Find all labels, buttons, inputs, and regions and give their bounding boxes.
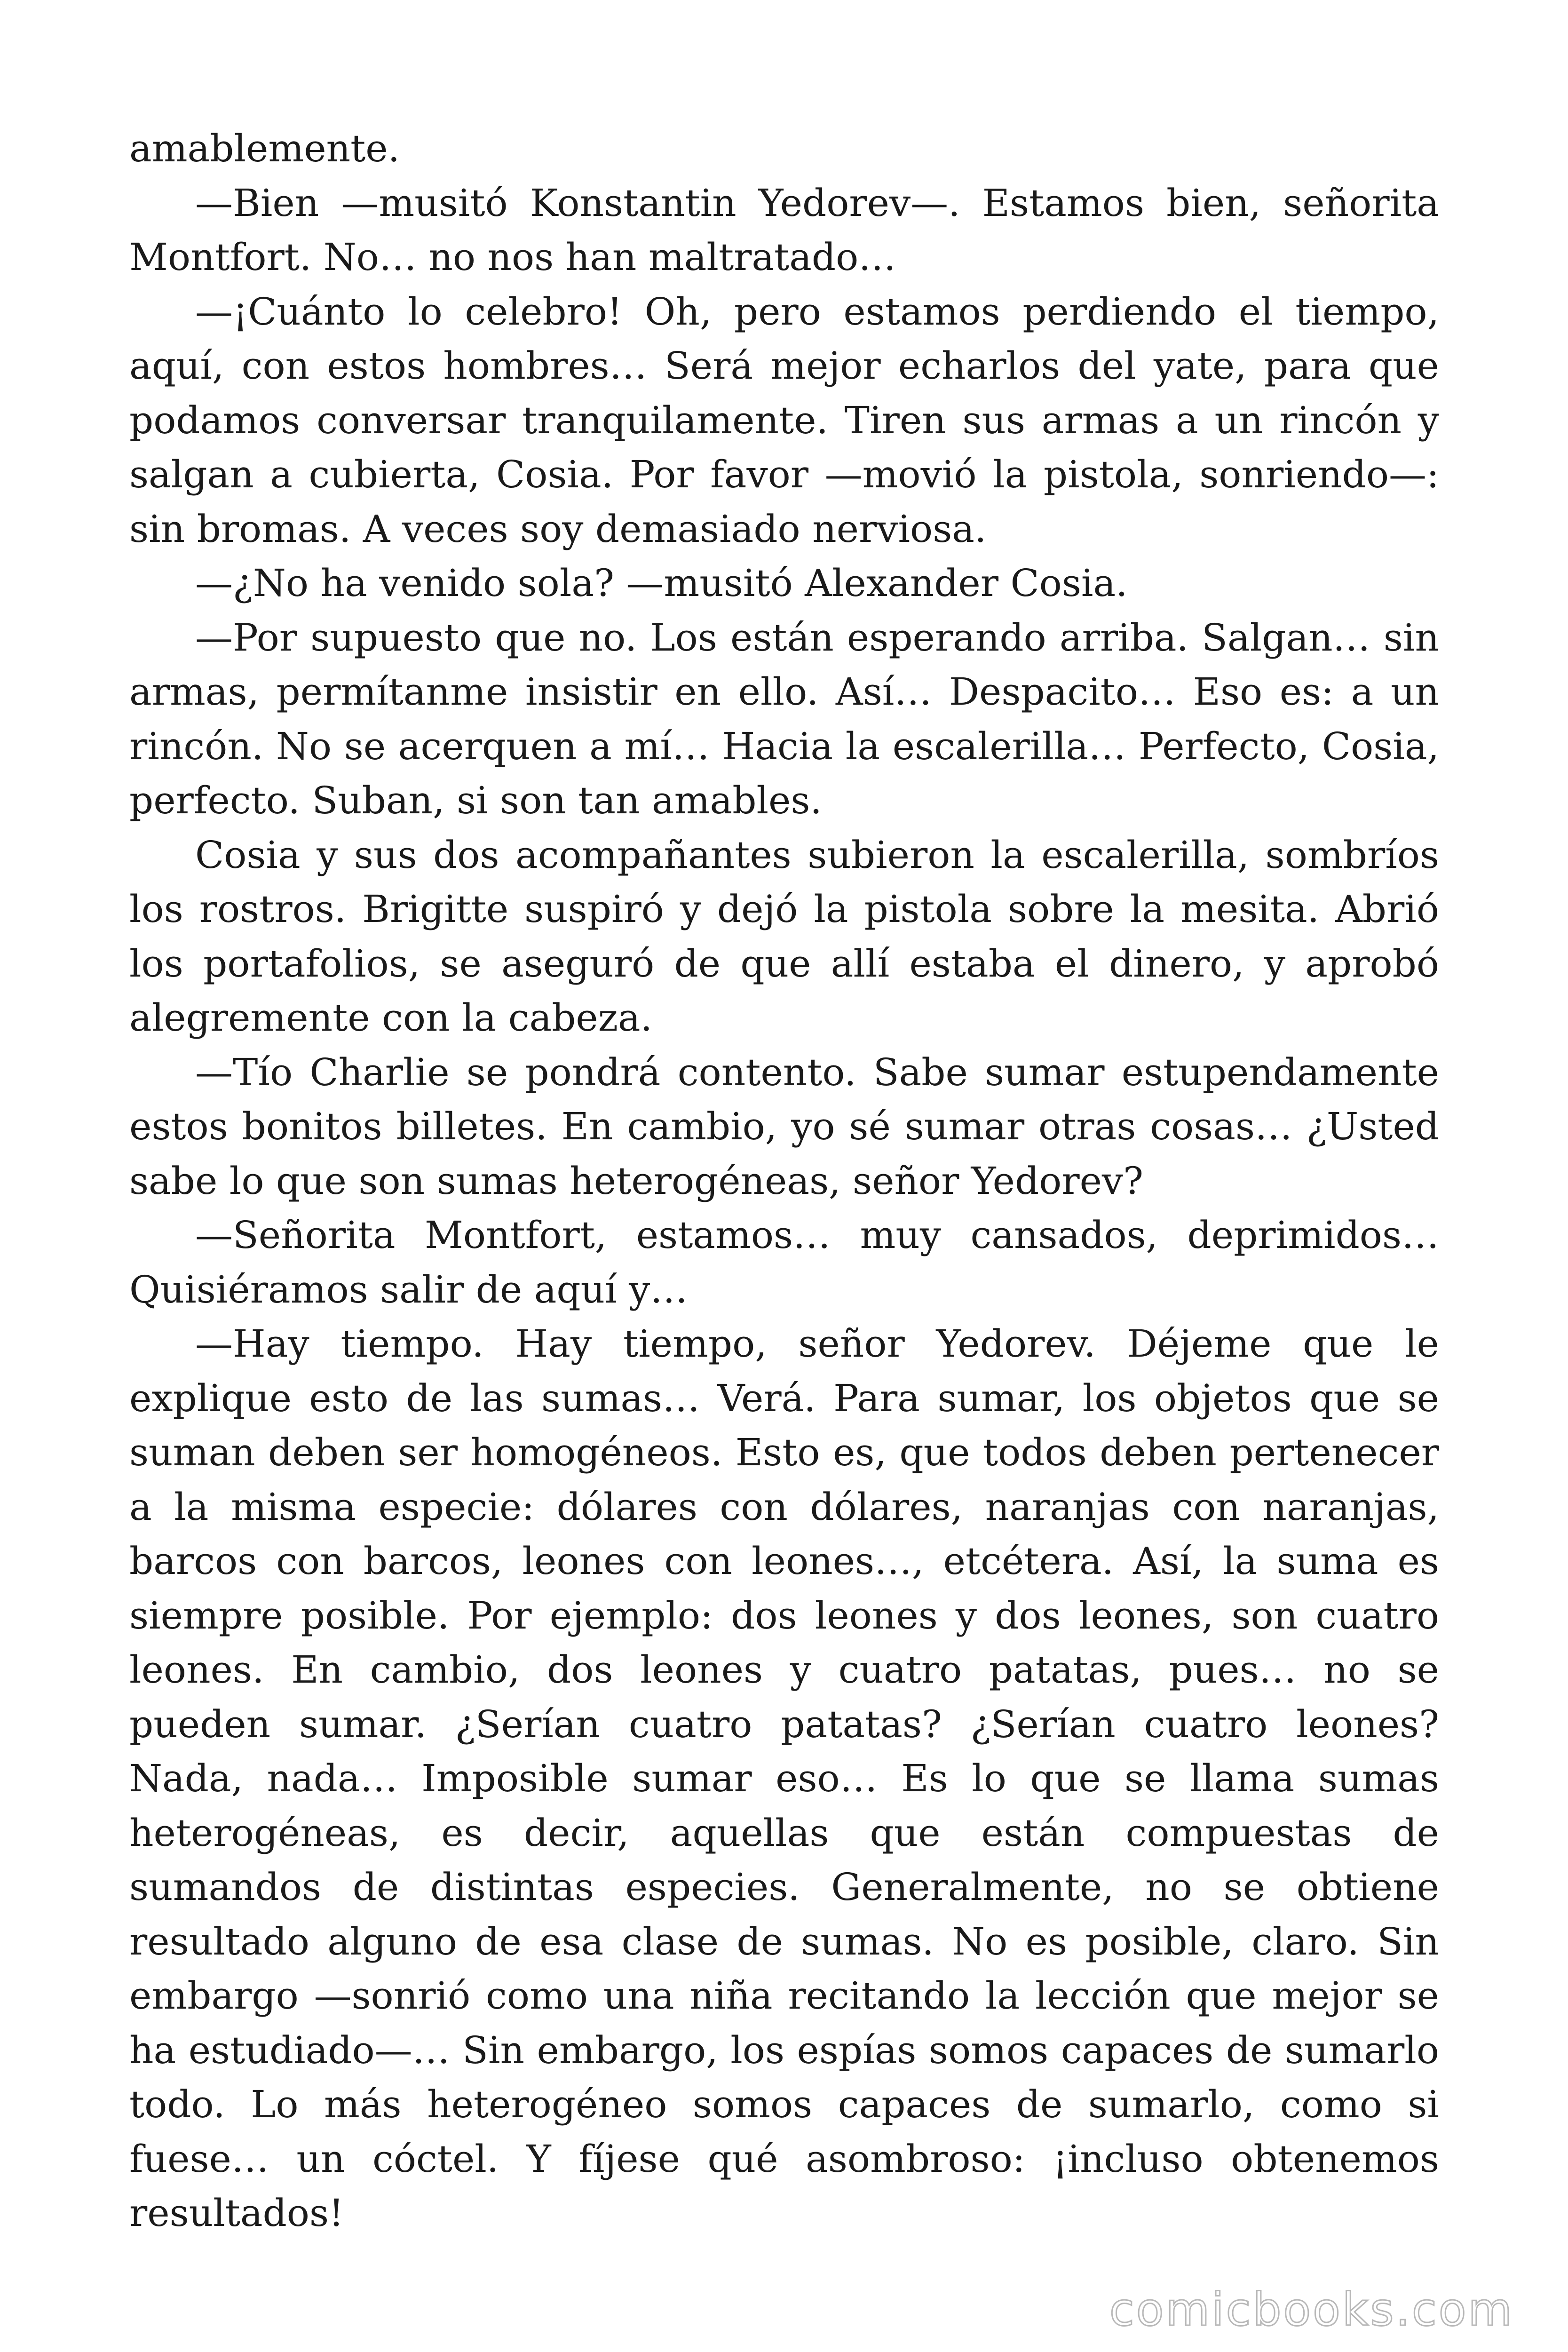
paragraph: —Por supuesto que no. Los están esperando arriba. Salgan… sin armas, permítanme insistir en ello. Así… Despacito… Eso es: a un rincón. No se acerquen a mí… Hacia la escalerilla… Perfecto, Cosia, perfecto. Suban, si son tan amables. <box>129 615 1439 822</box>
paragraph: —¡Cuánto lo celebro! Oh, pero estamos perdiendo el tiempo, aquí, con estos hombres… Será mejor echarlos del yate, para que podamos conversar tranquilamente. Tiren sus armas a un rincón y salgan a cubierta, Cosia. Por favor —movió la pistola, sonriendo—: sin bromas. A veces soy demasiado nerviosa. <box>129 289 1439 551</box>
paragraph-continuation: amablemente. <box>129 127 400 170</box>
watermark: comicbooks.com <box>1109 2283 1514 2336</box>
paragraph: —Tío Charlie se pondrá contento. Sabe sumar estupendamente estos bonitos billetes. En cambio, yo sé sumar otras cosas… ¿Usted sabe lo que son sumas heterogéneas, señor Yedorev? <box>129 1050 1439 1203</box>
paragraph: —Señorita Montfort, estamos… muy cansados, deprimidos… Quisiéramos salir de aquí y… <box>129 1213 1439 1311</box>
paragraph: —¿No ha venido sola? —musitó Alexander Cosia. <box>195 561 1128 605</box>
paragraph: —Hay tiempo. Hay tiempo, señor Yedorev. Déjeme que le explique esto de las sumas… Verá. Para sumar, los objetos que se suman deben ser homogéneos. Esto es, que todos deben pertenecer a la misma especie: dólares con dólares, naranjas con naranjas, barcos con barcos, leones con leones…, etcétera. Así, la suma es siempre posible. Por ejemplo: dos leones y dos leones, son cuatro leones. En cambio, dos leones y cuatro patatas, pues… no se pueden sumar. ¿Serían cuatro patatas? ¿Serían cuatro leones? Nada, nada… Imposible sumar eso… Es lo que se llama sumas heterogéneas, es decir, aquellas que están compuestas de sumandos de distintas especies. Generalmente, no se obtiene resultado alguno de esa clase de sumas. No es posible, claro. Sin embargo —sonrió como una niña recitando la lección que mejor se ha estudiado—… Sin embargo, los espías somos capaces de sumarlo todo. Lo más heterogéneo somos capaces de sumarlo, como si fuese… un cóctel. Y fíjese qué asombroso: ¡incluso obtenemos resultados! <box>129 1322 1439 2235</box>
paragraph: Cosia y sus dos acompañantes subieron la escalerilla, sombríos los rostros. Brigitte suspiró y dejó la pistola sobre la mesita. Abrió los portafolios, se aseguró de que allí estaba el dinero, y aprobó alegremente con la cabeza. <box>129 833 1439 1040</box>
body-text <box>129 121 1439 2241</box>
paragraph: —Bien —musitó Konstantin Yedorev—. Estamos bien, señorita Montfort. No… no nos han maltratado… <box>129 181 1439 279</box>
